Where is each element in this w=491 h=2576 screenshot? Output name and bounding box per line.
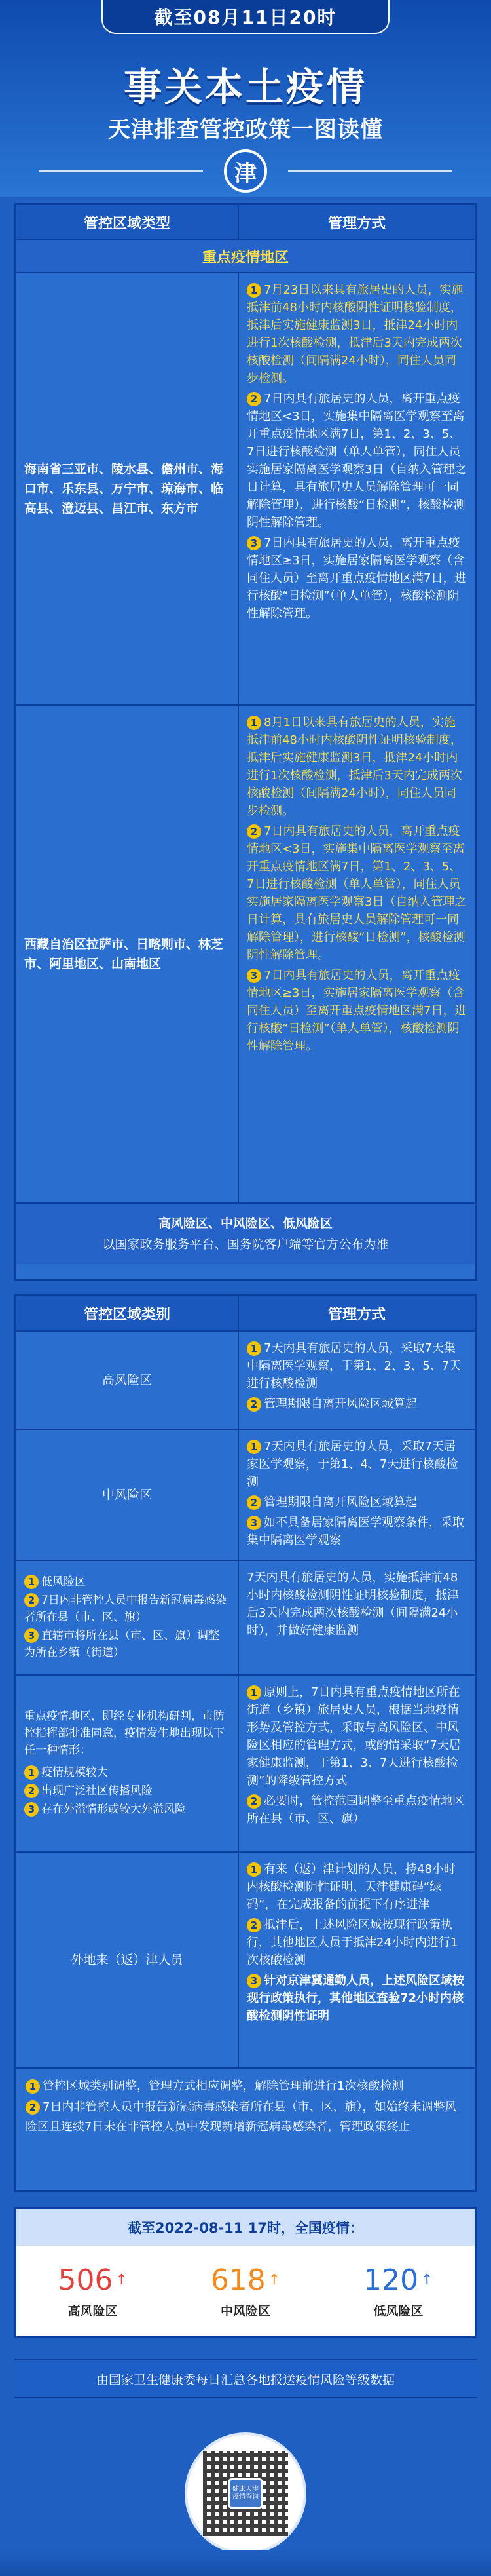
method-item: 抵津后，上述风险区域按现行政策执行，其他地区人员于抵津24小时内进行1次核酸检测 <box>247 1918 458 1967</box>
arrow-up-icon: ↑ <box>115 2271 128 2288</box>
national-stats-panel <box>14 2207 477 2338</box>
qr-center-label: 健康天津 疫情查询 <box>228 2478 263 2509</box>
qr-code[interactable] <box>185 2432 306 2554</box>
method-item: 有来（返）津计划的人员，持48小时内核酸检测阴性证明、天津健康码“绿码”，在完成报备的前提下有序进津 <box>247 1862 456 1912</box>
area-text: 存在外溢情形或较大外溢风险 <box>41 1803 186 1816</box>
number-2-icon: 2 <box>247 392 261 406</box>
key-area-label: 重点疫情地区 <box>16 240 475 273</box>
number-3-icon: 3 <box>247 536 261 550</box>
number-2-icon: 2 <box>247 824 261 839</box>
area-cell <box>16 1853 239 2067</box>
area-text: 外地来（返）津人员 <box>71 1953 183 1967</box>
column-header-method: 管理方式 <box>327 1306 386 1323</box>
number-2-icon: 2 <box>247 1794 261 1809</box>
note-text: 7日内非管控人员中报告新冠病毒感染者所在县（市、区、旗），如始终未调整风险区且连续7日未在非管控人员中发现新增新冠病毒感染者，管理政策终止 <box>26 2100 457 2134</box>
number-1-icon: 1 <box>247 1685 261 1700</box>
number-1-icon: 1 <box>26 2079 40 2094</box>
date-badge: 截至08月11日20时 <box>101 0 390 34</box>
area-text: 西藏自治区拉萨市、日喀则市、林芝市、阿里地区、山南地区 <box>24 937 224 971</box>
method-cell <box>239 1676 475 1851</box>
number-2-icon: 2 <box>24 1593 39 1607</box>
header <box>0 0 491 197</box>
method-item: 原则上，7日内具有重点疫情地区所在街道（乡镇）旅居史人员，根据当地疫情形势及管控方式，采取与高风险区、中风险区相应的管理方式，或酌情采取“7天居家健康监测，于第1、3、7天进行核酸检测”的降级管控方式 <box>247 1685 461 1788</box>
area-text: 出现广泛社区传播风险 <box>41 1784 153 1797</box>
table-row <box>16 273 475 706</box>
page-title: 事关本土疫情 <box>123 65 367 109</box>
page-subtitle: 天津排查管控政策一图读懂 <box>108 117 383 143</box>
number-2-icon: 2 <box>247 1918 261 1932</box>
stat-mid-risk <box>169 2246 321 2336</box>
method-item: 7天内具有旅居史的人员，采取7天居家医学观察，于第1、4、7天进行核酸检测 <box>247 1440 458 1489</box>
table-row <box>16 1430 475 1561</box>
risk-levels-label: 高风险区、中风险区、低风险区 <box>158 1216 333 1231</box>
area-cell <box>16 1676 239 1851</box>
number-2-icon: 2 <box>24 1784 39 1798</box>
area-cell <box>16 706 239 1202</box>
table-header <box>16 205 475 240</box>
number-2-icon: 2 <box>247 1397 261 1412</box>
divider <box>288 170 452 172</box>
method-item: 管理期限自离开风险区域算起 <box>264 1495 417 1509</box>
stat-low-risk <box>322 2246 475 2336</box>
number-3-icon: 3 <box>247 969 261 983</box>
method-item: 8月1日以来具有旅居史的人员，实施抵津前48小时内核酸阴性证明核验制度，抵津后实施健康监测3日，抵津24小时内进行1次核酸检测，抵津后3天内完成两次核酸检测（间隔满24小时），同住人员同步检测。 <box>247 716 462 818</box>
stat-label: 高风险区 <box>67 2303 118 2318</box>
area-text: 直辖市将所在县（市、区、旗）调整为所在乡镇（街道） <box>24 1628 219 1659</box>
arrow-up-icon: ↑ <box>421 2271 433 2288</box>
number-1-icon: 1 <box>247 1440 261 1454</box>
stat-high-risk <box>16 2246 169 2336</box>
number-2-icon: 2 <box>247 1495 261 1510</box>
number-1-icon: 1 <box>247 1341 261 1356</box>
key-area-table <box>14 203 477 1281</box>
stat-value: 506 <box>58 2263 113 2297</box>
table-row <box>16 1853 475 2069</box>
area-text: 低风险区 <box>41 1575 86 1588</box>
column-header-area: 管控区域类型 <box>16 205 239 239</box>
area-text: 海南省三亚市、陵水县、儋州市、海口市、乐东县、万宁市、琼海市、临高县、澄迈县、昌江市、东方市 <box>24 462 224 516</box>
number-1-icon: 1 <box>247 1862 261 1877</box>
arrow-up-icon: ↑ <box>268 2271 281 2288</box>
method-item: 7日内具有旅居史的人员，离开重点疫情地区≥3日，实施居家隔离医学观察（含同住人员）至离开重点疫情地区满7日，进行核酸“日检测”（单人单管），核酸检测阴性解除管理。 <box>247 536 467 621</box>
area-cell <box>16 1561 239 1674</box>
method-item: 7日内具有旅居史的人员，离开重点疫情地区<3日，实施集中隔离医学观察至离开重点疫情地区满7日，第1、2、3、5、7日进行核酸检测（单人单管），同住人员实施居家隔离医学观察3日（自纳入管理之日计算，具有旅居史人员解除管理可一同解除管理），进行核酸“日检测”，核酸检测阴性解除管理。 <box>247 824 467 962</box>
method-item: 7天内具有旅居史的人员，实施抵津前48小时内核酸检测阴性证明核验制度，抵津后3天内完成两次核酸检测（间隔满24小时），并做好健康监测 <box>247 1571 459 1638</box>
method-item: 管理期限自离开风险区域算起 <box>264 1397 417 1411</box>
method-cell <box>239 1853 475 2067</box>
number-1-icon: 1 <box>24 1765 39 1780</box>
area-text: 中风险区 <box>101 1488 152 1502</box>
table-header <box>16 1296 475 1332</box>
column-header-area: 管控区域类别 <box>16 1296 239 1330</box>
method-item: 7日内具有旅居史的人员，离开重点疫情地区<3日，实施集中隔离医学观察至离开重点疫情地区满7日，第1、2、3、5、7日进行核酸检测（单人单管），同住人员实施居家隔离医学观察3日（自纳入管理之日计算，具有旅居史人员解除管理可一同解除管理），进行核酸“日检测”，核酸检测阴性解除管理。 <box>247 392 467 529</box>
area-cell <box>16 273 239 704</box>
area-cell <box>16 1332 239 1429</box>
method-cell <box>239 273 475 704</box>
method-item: 7日内具有旅居史的人员，离开重点疫情地区≥3日，实施居家隔离医学观察（含同住人员）至离开重点疫情地区满7日，进行核酸“日检测”（单人单管），核酸检测阴性解除管理。 <box>247 969 467 1053</box>
stats-row <box>16 2246 475 2336</box>
area-text: 疫情规模较大 <box>41 1766 108 1779</box>
method-cell <box>239 1332 475 1429</box>
tianjin-logo-icon: 津 <box>224 149 267 193</box>
stat-label: 低风险区 <box>373 2303 424 2318</box>
method-item: 7月23日以来具有旅居史的人员，实施抵津前48小时内核酸阴性证明核验制度，抵津后实施健康监测3日，抵津24小时内进行1次核酸检测，抵津后3天内完成两次核酸检测（间隔满24小时），同住人员同步检测。 <box>247 283 464 385</box>
stats-heading: 截至2022-08-11 17时，全国疫情： <box>16 2209 475 2246</box>
number-3-icon: 3 <box>247 1516 261 1530</box>
method-item: 7天内具有旅居史的人员，采取7天集中隔离医学观察，于第1、2、3、5、7天进行核酸检测 <box>247 1341 462 1391</box>
number-1-icon: 1 <box>247 716 261 730</box>
table-row <box>16 1676 475 1853</box>
decorative-footer <box>0 2550 491 2576</box>
method-cell <box>239 1430 475 1560</box>
area-text: 重点疫情地区，即经专业机构研判，市防控指挥部批准同意，疫情发生地出现以下任一种情形： <box>24 1710 225 1757</box>
stat-label: 中风险区 <box>220 2303 270 2318</box>
method-item: 针对京津冀通勤人员，上述风险区域按现行政策执行，其他地区查验72小时内核酸检测阴性证明 <box>247 1974 464 2023</box>
source-note: 以国家政务服务平台、国务院客户端等官方公布为准 <box>102 1237 389 1252</box>
note-text: 管控区域类别调整，管理方式相应调整，解除管理前进行1次核酸检测 <box>43 2079 404 2093</box>
number-3-icon: 3 <box>24 1628 39 1643</box>
data-source-note: 由国家卫生健康委每日汇总各地报送疫情风险等级数据 <box>14 2359 477 2398</box>
table-row <box>16 1332 475 1430</box>
divider <box>39 170 203 172</box>
number-3-icon: 3 <box>247 1974 261 1988</box>
number-3-icon: 3 <box>24 1802 39 1817</box>
method-cell <box>239 706 475 1202</box>
table-row <box>16 1561 475 1676</box>
area-cell <box>16 1430 239 1560</box>
area-text: 7日内非管控人员中报告新冠病毒感染者所在县（市、区、旗） <box>24 1593 227 1624</box>
stat-value: 618 <box>210 2263 266 2297</box>
qr-pattern <box>203 2451 288 2536</box>
table-footer <box>16 1204 475 1264</box>
method-item: 如不具备居家隔离医学观察条件，采取集中隔离医学观察 <box>247 1516 464 1547</box>
method-cell <box>239 1561 475 1674</box>
method-item: 必要时，管控范围调整至重点疫情地区所在县（市、区、旗） <box>247 1794 464 1826</box>
number-1-icon: 1 <box>24 1575 39 1589</box>
column-header-method: 管理方式 <box>327 215 386 232</box>
stat-value: 120 <box>363 2263 419 2297</box>
number-2-icon: 2 <box>26 2100 40 2115</box>
table-row <box>16 706 475 1204</box>
risk-area-table <box>14 1294 477 2192</box>
area-text: 高风险区 <box>101 1373 152 1387</box>
table-notes <box>16 2069 475 2146</box>
number-1-icon: 1 <box>247 283 261 298</box>
